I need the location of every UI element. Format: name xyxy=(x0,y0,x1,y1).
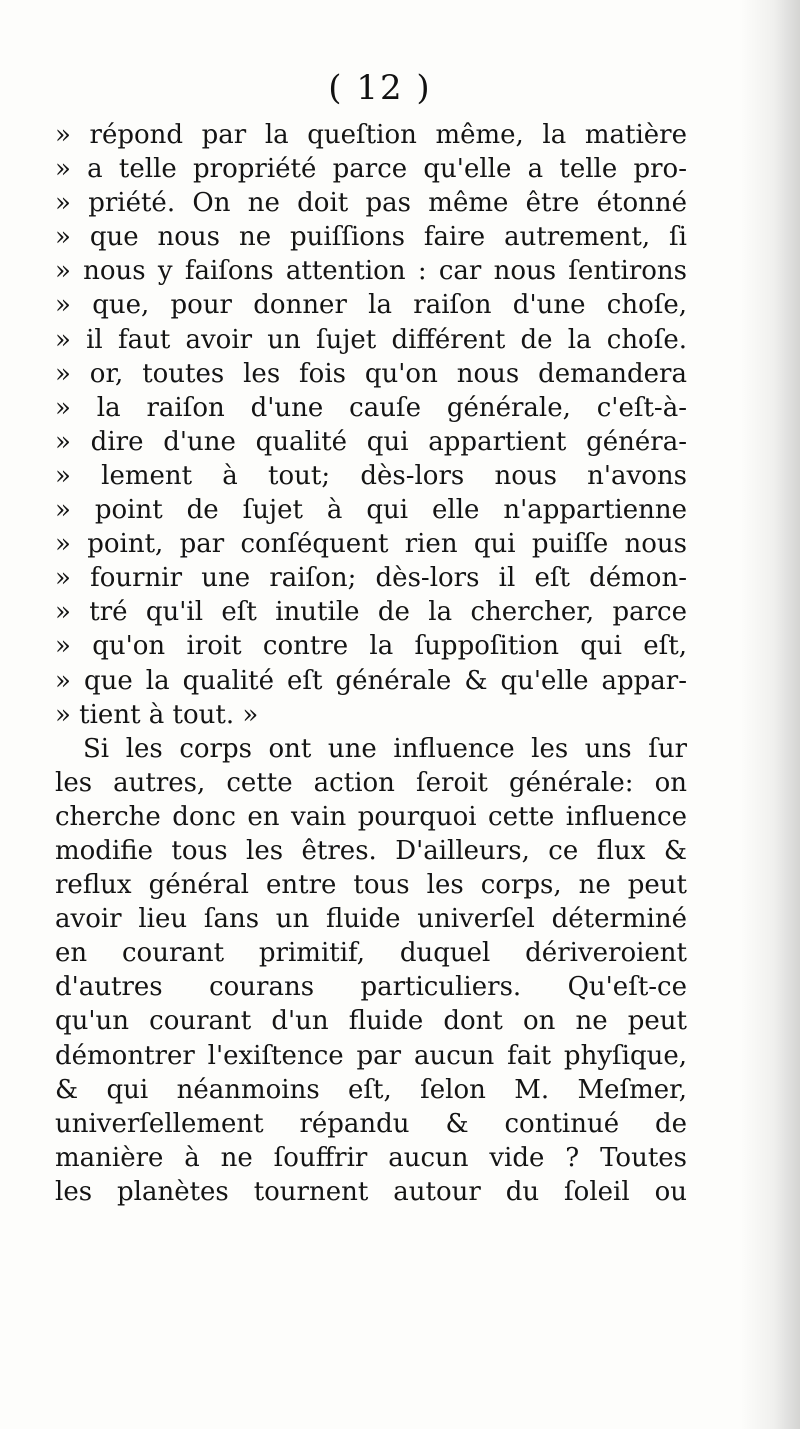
text-line: & qui néanmoins eſt, ſelon M. Meſmer, xyxy=(55,1074,687,1105)
text-line: » a telle propriété parce qu'elle a telle pro- xyxy=(55,154,687,185)
body-text xyxy=(55,118,687,1209)
text-line: reflux général entre tous les corps, ne peut xyxy=(55,870,687,901)
text-line: » la raiſon d'une cauſe générale, c'eſt-à- xyxy=(55,392,687,423)
text-line: qu'un courant d'un fluide dont on ne peut xyxy=(55,1006,687,1037)
text-line: démontrer l'exiſtence par aucun fait phyſique, xyxy=(55,1040,687,1071)
text-line: » répond par la queſtion même, la matière xyxy=(55,120,687,150)
text-line: avoir lieu ſans un fluide univerſel déterminé xyxy=(55,904,687,935)
text-line: les planètes tournent autour du ſoleil ou xyxy=(55,1176,687,1207)
text-line: » or, toutes les fois qu'on nous demandera xyxy=(55,358,687,389)
text-line: » point, par conſéquent rien qui puiſſe nous xyxy=(55,529,687,560)
text-line: » lement à tout; dès-lors nous n'avons xyxy=(55,460,687,491)
text-line: » que, pour donner la raiſon d'une choſe, xyxy=(55,290,687,321)
paragraph-first-line: Si les corps ont une influence les uns ſur xyxy=(83,733,687,764)
text-line: d'autres courans particuliers. Qu'eſt-ce xyxy=(55,972,687,1003)
text-line: » dire d'une qualité qui appartient généra- xyxy=(55,426,687,457)
text-line: » fournir une raiſon; dès-lors il eſt démon- xyxy=(55,563,687,594)
text-line: manière à ne ſouffrir aucun vide ? Toutes xyxy=(55,1142,687,1173)
text-line: modifie tous les êtres. D'ailleurs, ce flux & xyxy=(55,835,687,866)
text-line: les autres, cette action ſeroit générale: on xyxy=(55,767,687,798)
text-line: » priété. On ne doit pas même être étonné xyxy=(55,188,687,219)
page-number: ( 12 ) xyxy=(328,68,432,108)
text-line: » que nous ne puiſſions faire autrement, ſi xyxy=(55,222,687,253)
text-line: » point de ſujet à qui elle n'appartienne xyxy=(55,495,687,526)
text-line: univerſellement répandu & continué de xyxy=(55,1108,687,1139)
text-line: » il faut avoir un ſujet différent de la choſe. xyxy=(55,324,687,355)
text-line: » nous y faiſons attention : car nous ſentirons xyxy=(55,256,687,287)
page-edge-shadow xyxy=(740,0,800,1429)
text-line: cherche donc en vain pourquoi cette influence xyxy=(55,801,687,832)
text-line: » que la qualité eſt générale & qu'elle appar- xyxy=(55,665,687,696)
text-line: » tient à tout. » xyxy=(55,699,259,730)
text-line: » tré qu'il eſt inutile de la chercher, parce xyxy=(55,597,687,628)
text-line: » qu'on iroit contre la ſuppoſition qui eſt, xyxy=(55,631,687,662)
text-line: en courant primitif, duquel dériveroient xyxy=(55,938,687,969)
